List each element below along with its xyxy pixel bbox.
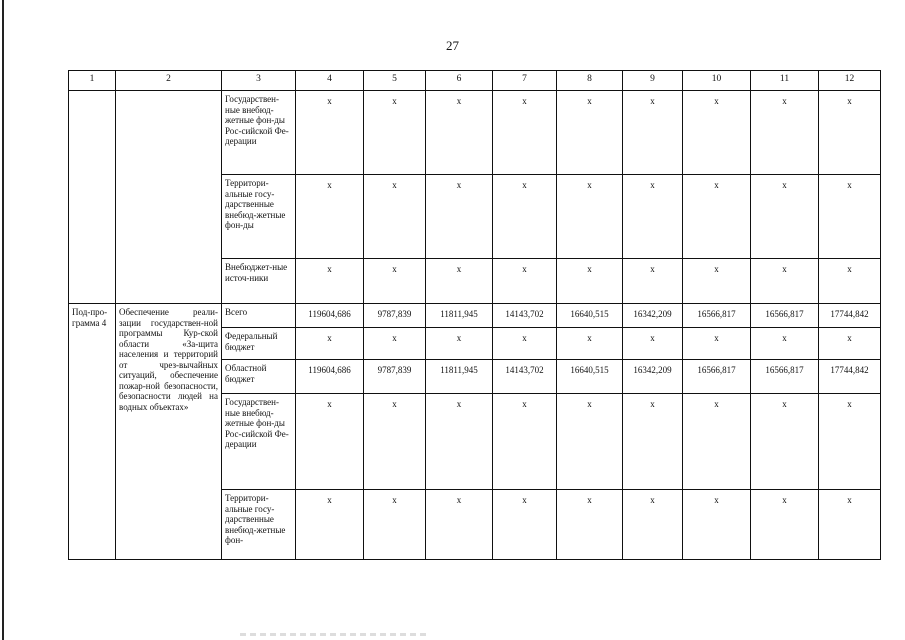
value-cell: x — [623, 394, 683, 490]
subprogram-status-cell: Под-про-грамма 4 — [69, 304, 116, 560]
header-cell: 6 — [426, 71, 493, 91]
value-cell: x — [819, 175, 881, 259]
value-cell: x — [557, 175, 623, 259]
value-cell: x — [683, 328, 751, 360]
value-cell: x — [493, 394, 557, 490]
funding-source-cell: Областной бюджет — [222, 360, 296, 394]
value-cell: x — [557, 328, 623, 360]
value-cell: x — [751, 490, 819, 560]
value-cell: x — [296, 490, 364, 560]
value-cell: 9787,839 — [364, 304, 426, 328]
header-cell: 8 — [557, 71, 623, 91]
value-cell: x — [493, 490, 557, 560]
value-cell: x — [557, 394, 623, 490]
value-cell: x — [364, 175, 426, 259]
value-cell: x — [364, 394, 426, 490]
header-cell: 7 — [493, 71, 557, 91]
funding-source-cell: Государствен-ные внебюд-жетные фон-ды Рос-сийской Фе-дерации — [222, 91, 296, 175]
value-cell: 11811,945 — [426, 360, 493, 394]
value-cell: x — [493, 328, 557, 360]
funding-source-cell: Территори-альные госу-дарственные внебюд-жетные фон-ды — [222, 175, 296, 259]
value-cell: 11811,945 — [426, 304, 493, 328]
value-cell: 16640,515 — [557, 360, 623, 394]
value-cell: x — [683, 394, 751, 490]
value-cell: x — [623, 259, 683, 304]
value-cell: x — [493, 175, 557, 259]
value-cell: 119604,686 — [296, 360, 364, 394]
header-cell: 3 — [222, 71, 296, 91]
value-cell: x — [751, 91, 819, 175]
header-cell: 9 — [623, 71, 683, 91]
table-row — [69, 304, 881, 328]
value-cell: x — [364, 490, 426, 560]
empty-cell — [69, 91, 116, 304]
header-cell: 2 — [116, 71, 222, 91]
funding-source-cell: Государствен-ные внебюд-жетные фон-ды Рос-сийской Фе-дерации — [222, 394, 296, 490]
funding-source-cell: Внебюджет-ные источ-ники — [222, 259, 296, 304]
value-cell: 14143,702 — [493, 304, 557, 328]
value-cell: 14143,702 — [493, 360, 557, 394]
value-cell: x — [296, 175, 364, 259]
funding-source-cell: Всего — [222, 304, 296, 328]
value-cell: x — [819, 91, 881, 175]
value-cell: x — [623, 175, 683, 259]
value-cell: x — [683, 175, 751, 259]
value-cell: x — [296, 394, 364, 490]
value-cell: x — [426, 91, 493, 175]
header-row — [69, 71, 881, 91]
value-cell: x — [493, 259, 557, 304]
header-cell: 11 — [751, 71, 819, 91]
funding-table — [68, 70, 881, 560]
page-edge-rule — [2, 0, 4, 640]
page-number: 27 — [446, 38, 459, 53]
header-cell: 4 — [296, 71, 364, 91]
table-row — [69, 91, 881, 175]
header-cell: 12 — [819, 71, 881, 91]
value-cell: x — [426, 328, 493, 360]
value-cell: x — [364, 259, 426, 304]
value-cell: x — [296, 328, 364, 360]
value-cell: x — [751, 175, 819, 259]
value-cell: x — [296, 91, 364, 175]
value-cell: 16342,209 — [623, 360, 683, 394]
value-cell: 16566,817 — [751, 360, 819, 394]
value-cell: 16566,817 — [751, 304, 819, 328]
value-cell: 17744,842 — [819, 360, 881, 394]
header-cell: 5 — [364, 71, 426, 91]
value-cell: x — [557, 91, 623, 175]
value-cell: x — [426, 490, 493, 560]
value-cell: 16640,515 — [557, 304, 623, 328]
value-cell: x — [557, 490, 623, 560]
value-cell: x — [819, 394, 881, 490]
value-cell: x — [426, 175, 493, 259]
funding-source-cell: Федеральный бюджет — [222, 328, 296, 360]
value-cell: x — [364, 328, 426, 360]
value-cell: x — [683, 490, 751, 560]
value-cell: x — [426, 394, 493, 490]
value-cell: x — [493, 91, 557, 175]
funding-source-cell: Территори-альные госу-дарственные внебюд-жетные фон- — [222, 490, 296, 560]
value-cell: x — [751, 328, 819, 360]
scan-artifact — [240, 633, 430, 636]
value-cell: x — [623, 490, 683, 560]
value-cell: 17744,842 — [819, 304, 881, 328]
value-cell: 16342,209 — [623, 304, 683, 328]
value-cell: x — [557, 259, 623, 304]
value-cell: 16566,817 — [683, 360, 751, 394]
value-cell: x — [296, 259, 364, 304]
value-cell: x — [751, 394, 819, 490]
value-cell: x — [364, 91, 426, 175]
value-cell: 9787,839 — [364, 360, 426, 394]
value-cell: x — [683, 259, 751, 304]
value-cell: x — [819, 490, 881, 560]
header-cell: 10 — [683, 71, 751, 91]
header-cell: 1 — [69, 71, 116, 91]
value-cell: 119604,686 — [296, 304, 364, 328]
value-cell: x — [751, 259, 819, 304]
subprogram-name-cell: Обеспечение реали-зации государствен-ной программы Кур-ской области «За-щита населения и территорий от чрез-вычайных ситуаций, обеспечение пожар-ной безопасности, безопасности людей на водных объектах» — [116, 304, 222, 560]
empty-cell — [116, 91, 222, 304]
value-cell: x — [623, 328, 683, 360]
value-cell: x — [426, 259, 493, 304]
value-cell: 16566,817 — [683, 304, 751, 328]
value-cell: x — [819, 328, 881, 360]
value-cell: x — [683, 91, 751, 175]
value-cell: x — [623, 91, 683, 175]
value-cell: x — [819, 259, 881, 304]
